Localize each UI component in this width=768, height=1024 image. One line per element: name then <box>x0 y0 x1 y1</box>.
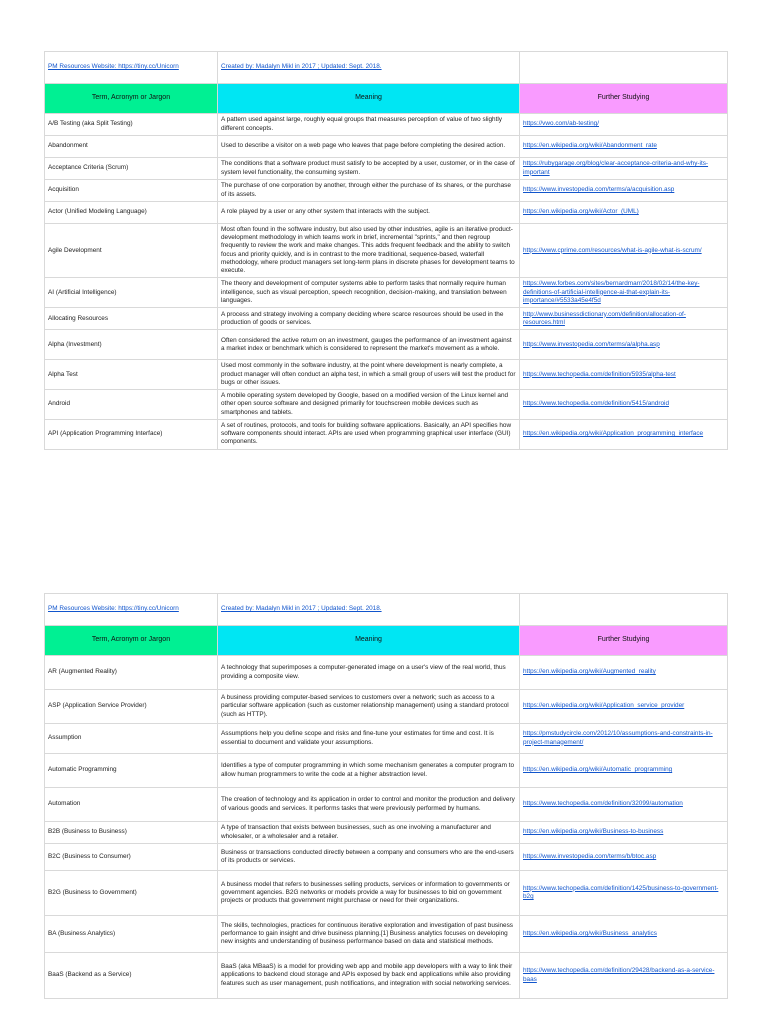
table-row <box>45 158 728 180</box>
term-cell: Alpha Test <box>45 360 218 390</box>
link-cell <box>520 308 728 330</box>
table-row <box>45 871 728 916</box>
link-cell <box>520 136 728 158</box>
meaning-cell: Business or transactions conducted directly between a company and consumers who are the end-users of its products or services. <box>218 844 520 871</box>
term-cell: B2B (Business to Business) <box>45 822 218 844</box>
glossary-table <box>44 51 728 450</box>
term-cell: AI (Artificial Intelligence) <box>45 278 218 308</box>
link-cell <box>520 788 728 822</box>
table-row <box>45 114 728 136</box>
further-studying-link[interactable]: https://en.wikipedia.org/wiki/Actor_(UML) <box>523 208 639 216</box>
further-studying-link[interactable]: https://rubygarage.org/blog/clear-acceptance-criteria-and-why-its-important <box>523 160 709 176</box>
meaning-cell: A business providing computer-based services to customers over a network; such as access to a particular software application (such as customer relationship management) using a standard protocol (such as HTTP). <box>218 690 520 724</box>
meaning-cell: The creation of technology and its application in order to control and monitor the production and delivery of various goods and services. It performs tasks that were previously performed by humans. <box>218 788 520 822</box>
table-row <box>45 690 728 724</box>
empty-cell <box>520 52 728 84</box>
glossary-block-2 <box>44 593 722 999</box>
term-cell: B2G (Business to Government) <box>45 871 218 916</box>
header-row <box>45 626 728 656</box>
link-cell <box>520 916 728 953</box>
table-row <box>45 278 728 308</box>
created-cell <box>218 594 520 626</box>
term-cell: Allocating Resources <box>45 308 218 330</box>
table-row <box>45 360 728 390</box>
link-cell <box>520 180 728 202</box>
table-row <box>45 656 728 690</box>
meaning-header: Meaning <box>218 84 520 114</box>
meaning-cell: BaaS (aka MBaaS) is a model for providing web app and mobile app developers with a way to link their applications to backend cloud storage and APIs exposed by back end applications while also providing features such as user management, push notifications, and integration with social networking services. <box>218 953 520 999</box>
credits-row <box>45 594 728 626</box>
link-cell <box>520 754 728 788</box>
further-studying-link[interactable]: https://en.wikipedia.org/wiki/Automatic_programming <box>523 766 673 774</box>
website-cell <box>45 52 218 84</box>
term-cell: AR (Augmented Reality) <box>45 656 218 690</box>
table-row <box>45 916 728 953</box>
meaning-cell: Most often found in the software industry, but also used by other industries, agile is an iterative product-development methodology in which teams work in brief, incremental "sprints," and then regroup frequently to review the work and make changes. This adds frequent feedback and the ability to switch focus and priority quickly, and is in contrast to the more traditional, sequence-based, waterfall methodology, where product managers set long-term plans in discrete phases for development teams to execute. <box>218 224 520 278</box>
meaning-cell: Used most commonly in the software industry, at the point where development is nearly complete, a product manager will often conduct an alpha test, in which a small group of users will test the product for bugs or other issues. <box>218 360 520 390</box>
link-cell <box>520 158 728 180</box>
further-studying-link[interactable]: https://www.cprime.com/resources/what-is-agile-what-is-scrum/ <box>523 246 702 254</box>
further-studying-link[interactable]: https://www.investopedia.com/terms/b/btoc.asp <box>523 852 657 860</box>
table-row <box>45 419 728 449</box>
term-header: Term, Acronym or Jargon <box>45 626 218 656</box>
further-studying-link[interactable]: https://en.wikipedia.org/wiki/Business_analytics <box>523 929 657 937</box>
table-row <box>45 953 728 999</box>
term-cell: Actor (Unified Modeling Language) <box>45 202 218 224</box>
term-cell: ASP (Application Service Provider) <box>45 690 218 724</box>
link-cell <box>520 419 728 449</box>
further-studying-header: Further Studying <box>520 626 728 656</box>
meaning-cell: A business model that refers to businesses selling products, services or information to governments or government agencies. B2G networks or models provide a way for businesses to bid on government projects or products that government might purchase or need for their organizations. <box>218 871 520 916</box>
header-row <box>45 84 728 114</box>
link-cell <box>520 871 728 916</box>
link-cell <box>520 330 728 360</box>
link-cell <box>520 724 728 754</box>
meaning-cell: Used to describe a visitor on a web page who leaves that page before completing the desired action. <box>218 136 520 158</box>
link-cell <box>520 690 728 724</box>
meaning-cell: A technology that superimposes a computer-generated image on a user's view of the real world, thus providing a composite view. <box>218 656 520 690</box>
meaning-cell: Assumptions help you define scope and risks and fine-tune your estimates for time and cost. It is essential to document and validate your assumptions. <box>218 724 520 754</box>
term-cell: Abandonment <box>45 136 218 158</box>
further-studying-link[interactable]: https://en.wikipedia.org/wiki/Application_programming_interface <box>523 430 704 438</box>
further-studying-link[interactable]: https://vwo.com/ab-testing/ <box>523 120 600 128</box>
link-cell <box>520 953 728 999</box>
further-studying-link[interactable]: https://en.wikipedia.org/wiki/Augmented_reality <box>523 668 656 676</box>
table-row <box>45 844 728 871</box>
link-cell <box>520 278 728 308</box>
further-studying-link[interactable]: https://www.techopedia.com/definition/32099/automation <box>523 800 683 808</box>
further-studying-link[interactable]: https://en.wikipedia.org/wiki/Business-to-business <box>523 828 664 836</box>
term-cell: Automation <box>45 788 218 822</box>
table-row <box>45 136 728 158</box>
table-row <box>45 202 728 224</box>
created-cell <box>218 52 520 84</box>
link-cell <box>520 360 728 390</box>
further-studying-link[interactable]: https://www.techopedia.com/definition/1425/business-to-government-b2g <box>523 884 719 900</box>
term-cell: Acquisition <box>45 180 218 202</box>
created-by-link[interactable]: Created by: Madalyn Mikl in 2017 ; Updated: Sept. 2018. <box>221 63 382 71</box>
meaning-cell: Often considered the active return on an investment, gauges the performance of an investment against a market index or benchmark which is considered to represent the market's movement as a whole. <box>218 330 520 360</box>
meaning-cell: A pattern used against large, roughly equal groups that measures perception of value of two slightly different concepts. <box>218 114 520 136</box>
website-link[interactable]: PM Resources Website: https://tiny.cc/Unicorn <box>48 605 179 613</box>
link-cell <box>520 656 728 690</box>
empty-cell <box>520 594 728 626</box>
website-link[interactable]: PM Resources Website: https://tiny.cc/Unicorn <box>48 63 179 71</box>
glossary-block-1 <box>44 51 722 450</box>
further-studying-link[interactable]: https://www.investopedia.com/terms/a/alpha.asp <box>523 340 660 348</box>
term-cell: Agile Development <box>45 224 218 278</box>
further-studying-link[interactable]: https://pmstudycircle.com/2012/10/assumptions-and-constraints-in-project-management/ <box>523 730 713 746</box>
term-cell: BaaS (Backend as a Service) <box>45 953 218 999</box>
table-row <box>45 390 728 420</box>
term-cell: B2C (Business to Consumer) <box>45 844 218 871</box>
meaning-cell: A set of routines, protocols, and tools for building software applications. Basically, an API specifies how software components should interact. APIs are used when programming graphical user interface (GUI) components. <box>218 419 520 449</box>
table-row <box>45 788 728 822</box>
meaning-cell: A process and strategy involving a company deciding where scarce resources should be used in the production of goods or services. <box>218 308 520 330</box>
term-cell: Android <box>45 390 218 420</box>
table-row <box>45 330 728 360</box>
further-studying-link[interactable]: https://www.techopedia.com/definition/29428/backend-as-a-service-baas <box>523 967 715 983</box>
term-cell: Alpha (Investment) <box>45 330 218 360</box>
meaning-cell: The conditions that a software product must satisfy to be accepted by a user, customer, or in the case of system level functionality, the consuming system. <box>218 158 520 180</box>
link-cell <box>520 844 728 871</box>
term-header: Term, Acronym or Jargon <box>45 84 218 114</box>
table-row <box>45 724 728 754</box>
meaning-header: Meaning <box>218 626 520 656</box>
further-studying-link[interactable]: http://www.businessdictionary.com/definition/allocation-of-resources.html <box>523 310 686 326</box>
further-studying-link[interactable]: https://www.techopedia.com/definition/5415/android <box>523 400 670 408</box>
further-studying-header: Further Studying <box>520 84 728 114</box>
website-cell <box>45 594 218 626</box>
link-cell <box>520 202 728 224</box>
glossary-table <box>44 593 728 999</box>
meaning-cell: The theory and development of computer systems able to perform tasks that normally require human intelligence, such as visual perception, speech recognition, decision-making, and translation between languages. <box>218 278 520 308</box>
meaning-cell: A role played by a user or any other system that interacts with the subject. <box>218 202 520 224</box>
term-cell: BA (Business Analytics) <box>45 916 218 953</box>
term-cell: Acceptance Criteria (Scrum) <box>45 158 218 180</box>
table-row <box>45 180 728 202</box>
further-studying-link[interactable]: https://www.techopedia.com/definition/5935/alpha-test <box>523 370 676 378</box>
meaning-cell: Identifies a type of computer programming in which some mechanism generates a computer program to allow human programmers to write the code at a higher abstraction level. <box>218 754 520 788</box>
credits-row <box>45 52 728 84</box>
meaning-cell: A type of transaction that exists between businesses, such as one involving a manufacturer and wholesaler, or a wholesaler and a retailer. <box>218 822 520 844</box>
table-row <box>45 224 728 278</box>
further-studying-link[interactable]: https://www.investopedia.com/terms/a/acquisition.asp <box>523 186 675 194</box>
further-studying-link[interactable]: https://en.wikipedia.org/wiki/Application_service_provider <box>523 702 685 710</box>
link-cell <box>520 114 728 136</box>
created-by-link[interactable]: Created by: Madalyn Mikl in 2017 ; Updated: Sept. 2018. <box>221 605 382 613</box>
meaning-cell: The skills, technologies, practices for continuous iterative exploration and investigation of past business performance to gain insight and drive business planning.[1] Business analytics focuses on developing new insights and understanding of business performance based on data and statistical methods. <box>218 916 520 953</box>
meaning-cell: The purchase of one corporation by another, through either the purchase of its shares, or the purchase of its assets. <box>218 180 520 202</box>
table-row <box>45 754 728 788</box>
link-cell <box>520 390 728 420</box>
link-cell <box>520 224 728 278</box>
term-cell: A/B Testing (aka Split Testing) <box>45 114 218 136</box>
further-studying-link[interactable]: https://www.forbes.com/sites/bernardmarr/2018/02/14/the-key-definitions-of-artificial-intelligence-ai-that-explain-its-importance/#5533a45e4f5d <box>523 280 700 304</box>
further-studying-link[interactable]: https://en.wikipedia.org/wiki/Abandonment_rate <box>523 142 657 150</box>
term-cell: API (Application Programming Interface) <box>45 419 218 449</box>
term-cell: Assumption <box>45 724 218 754</box>
table-row <box>45 822 728 844</box>
table-row <box>45 308 728 330</box>
term-cell: Automatic Programming <box>45 754 218 788</box>
meaning-cell: A mobile operating system developed by Google, based on a modified version of the Linux kernel and other open source software and designed primarily for touchscreen mobile devices such as smartphones and tablets. <box>218 390 520 420</box>
link-cell <box>520 822 728 844</box>
